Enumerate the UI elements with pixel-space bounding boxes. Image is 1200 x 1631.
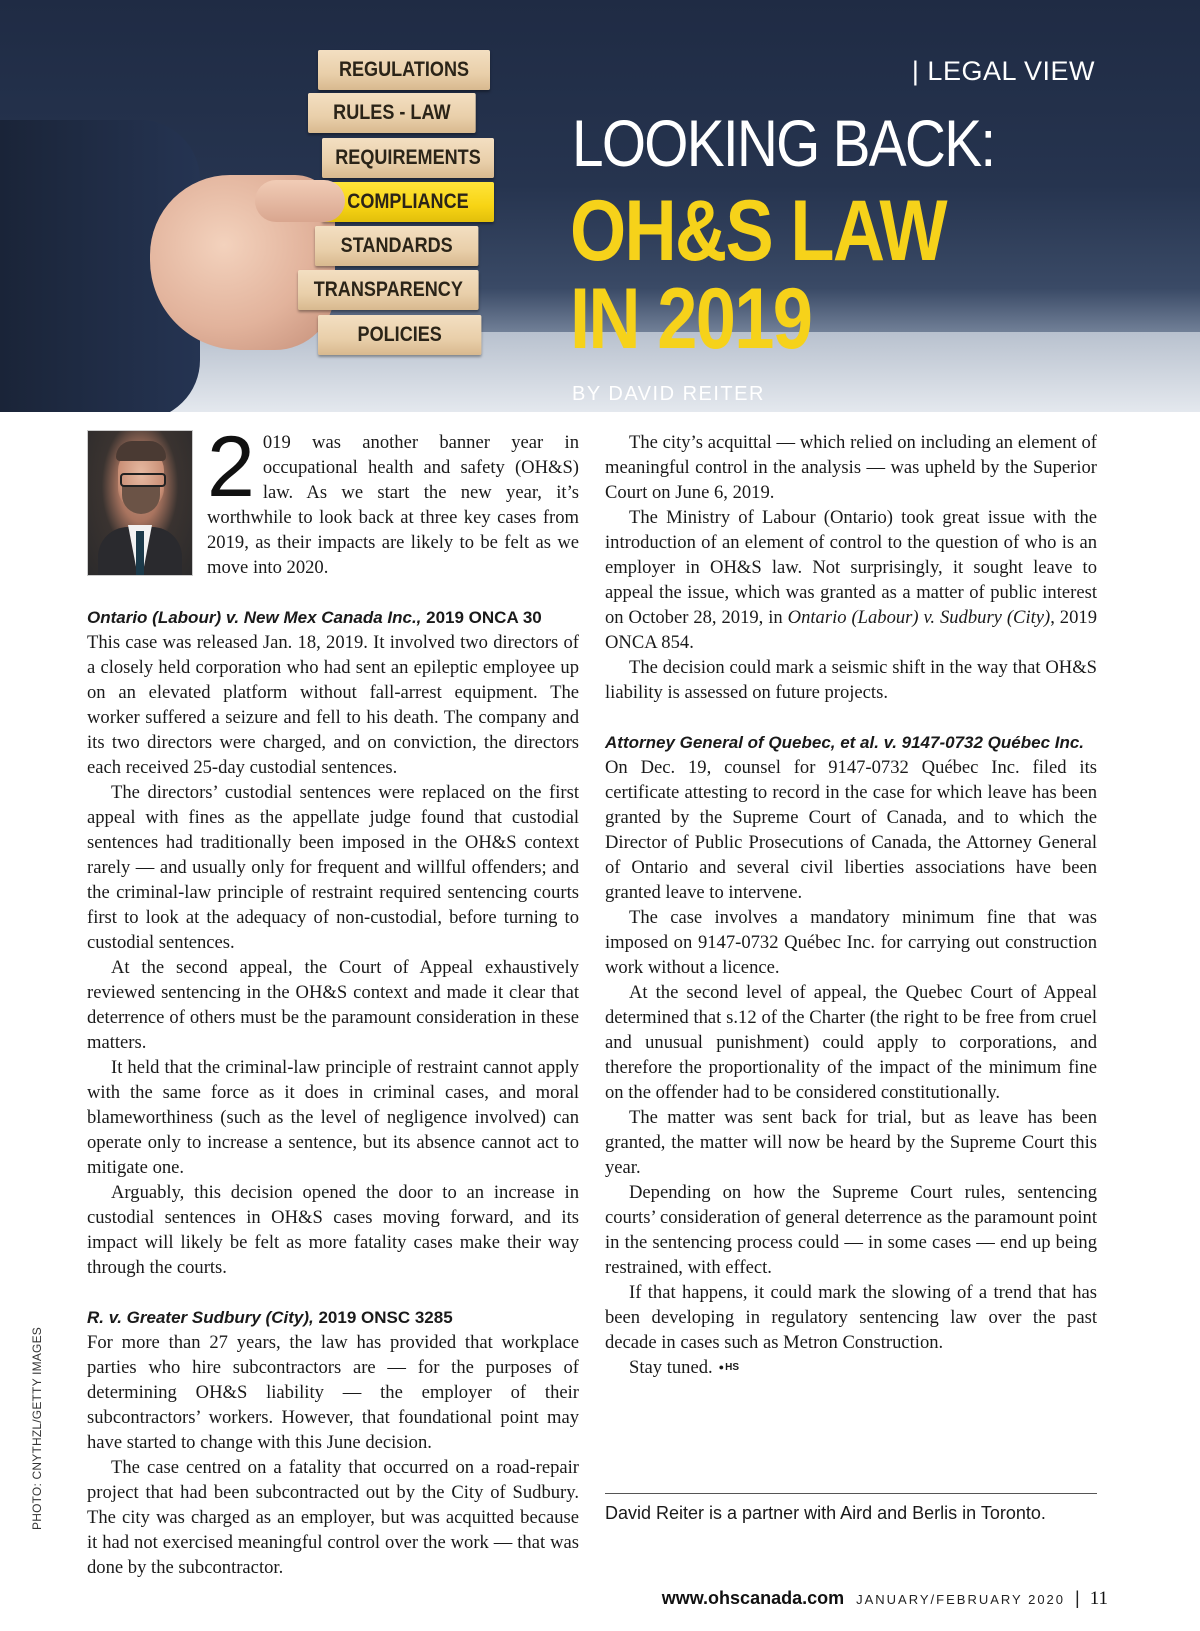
title-line-3: IN 2019 <box>570 271 812 367</box>
body-paragraph: If that happens, it could mark the slowing of a trend that has been developing in regulatory sentencing law over the past decade in cases such as Metron Construction. <box>605 1282 1097 1353</box>
block-compliance: COMPLIANCE <box>322 182 494 222</box>
author-bio: David Reiter is a partner with Aird and Berlis in Toronto. <box>605 1503 1046 1523</box>
body-paragraph: Arguably, this decision opened the door to an increase in custodial sentences in OH&S cases moving forward, and its impact will likely be felt as more fatality cases make their way through the courts. <box>87 1182 579 1278</box>
body-paragraph: For more than 27 years, the law has provided that workplace parties who hire subcontractors are — for the purposes of determining OH&S liability — the employer of their subcontractors’ workers. However, that foundational point may have started to change with this June decision. <box>87 1332 579 1453</box>
photo-credit: PHOTO: CNYTHZL/GETTY IMAGES <box>30 1327 44 1530</box>
body-paragraph: The case involves a mandatory minimum fine that was imposed on 9147-0732 Québec Inc. for carrying out construction work without a licence. <box>605 907 1097 978</box>
footer-issue: JANUARY/FEBRUARY 2020 <box>856 1592 1066 1607</box>
page-footer <box>662 1588 1108 1610</box>
title-line-2: OH&S LAW <box>570 183 946 279</box>
body-paragraph: The case centred on a fatality that occurred on a road-repair project that had been subcontracted out by the City of Sudbury. The city was charged as an employer, but was acquitted because it had not exercised meaningful control over the work — that was done by the subcontractor. <box>87 1457 579 1578</box>
block-transparency: TRANSPARENCY <box>298 270 479 310</box>
footer-url[interactable]: www.ohscanada.com <box>661 1588 845 1608</box>
block-policies: POLICIES <box>318 315 481 355</box>
intro-paragraph: 2 019 was another banner year in occupational health and safety (OH&S) law. As we start the new year, it’s worthwhile to look back at three key cases from 2019, as their impacts are likely to be felt as we move into 2020. <box>207 419 579 578</box>
block-rules-law: RULES - LAW <box>308 93 476 133</box>
byline: BY DAVID REITER <box>572 383 765 405</box>
end-mark: ● HS <box>719 1362 739 1373</box>
block-standards: STANDARDS <box>315 226 478 266</box>
body-paragraph: At the second appeal, the Court of Appeal exhaustively reviewed sentencing in the OH&S context and made it clear that deterrence of others must be the paramount consideration in these matters. <box>87 957 579 1053</box>
title-line-1: LOOKING BACK: <box>572 106 995 180</box>
body-paragraph: Depending on how the Supreme Court rules, sentencing courts’ consideration of general deterrence as the paramount point in the sentencing process could — in some cases — end up being restrained, with effect. <box>605 1182 1097 1278</box>
case-heading-2: R. v. Greater Sudbury (City), 2019 ONSC 3285 <box>87 1308 453 1327</box>
hero-image <box>0 0 1200 412</box>
body-paragraph: This case was released Jan. 18, 2019. It involved two directors of a closely held corporation who had sent an epileptic employee up on an elevated platform without fall-arrest equipment. The worker suffered a seizure and fell to his death. The company and its two directors were charged, and on conviction, the directors each received 25-day custodial sentences. <box>87 632 579 778</box>
hero-thumb <box>255 180 345 222</box>
body-paragraph: On Dec. 19, counsel for 9147-0732 Québec Inc. filed its certificate attesting to record in the case for which leave has been granted by the Supreme Court of Canada, and to which the Director of Public Prosecutions of Canada, the Attorney General of Ontario and several civil liberties associations have been granted leave to intervene. <box>605 757 1097 903</box>
body-paragraph: It held that the criminal-law principle of restraint cannot apply with the same force as it does in criminal cases, and moral blameworthiness (such as the level of negligence involved) can operate only to increase a sentence, but its absence cannot act to mitigate one. <box>87 1057 579 1178</box>
case-heading-3: Attorney General of Quebec, et al. v. 9147-0732 Québec Inc. <box>605 733 1085 752</box>
case-heading-1: Ontario (Labour) v. New Mex Canada Inc., 2019 ONCA 30 <box>87 608 542 627</box>
footer-separator: | <box>1075 1588 1080 1608</box>
bio-divider <box>605 1493 1097 1494</box>
section-label: | LEGAL VIEW <box>911 56 1095 86</box>
body-paragraph: At the second level of appeal, the Quebec Court of Appeal determined that s.12 of the Charter (the right to be free from cruel and unusual punishment) could apply to corporations, and therefore the proportionality of the impact of the minimum fine on the offender had to be considered constitutionally. <box>605 982 1097 1103</box>
body-paragraph: The city’s acquittal — which relied on including an element of meaningful control in the analysis — was upheld by the Superior Court on June 6, 2019. <box>605 432 1097 503</box>
block-requirements: REQUIREMENTS <box>322 138 494 178</box>
column-right <box>605 430 1097 1380</box>
block-regulations: REGULATIONS <box>318 50 490 90</box>
drop-cap: 2 <box>207 419 255 515</box>
intro <box>87 419 579 580</box>
body-paragraph: The Ministry of Labour (Ontario) took great issue with the introduction of an element of control to the question of who is an employer in OH&S law. Not surprisingly, it sought leave to appeal the issue, which was granted as a matter of public interest on October 28, 2019, in Ontario (Labour) v. Sudbury (City), 2019 ONCA 854. <box>605 507 1097 653</box>
closing-line: Stay tuned.● HS <box>605 1355 1097 1380</box>
author-photo <box>87 430 193 576</box>
page-number: 11 <box>1089 1588 1108 1609</box>
body-paragraph: The directors’ custodial sentences were replaced on the first appeal with fines as the appellate judge found that custodial sentences had traditionally been imposed in the OH&S context rarely — and usually only for frequent and willful offenders; and the criminal-law principle of restraint required sentencing courts first to look at the adequacy of non-custodial, before turning to custodial sentences. <box>87 782 579 953</box>
body-paragraph: The decision could mark a seismic shift in the way that OH&S liability is assessed on future projects. <box>605 657 1097 703</box>
column-left <box>87 419 579 1580</box>
body-paragraph: The matter was sent back for trial, but as leave has been granted, the matter will now be heard by the Supreme Court this year. <box>605 1107 1097 1178</box>
